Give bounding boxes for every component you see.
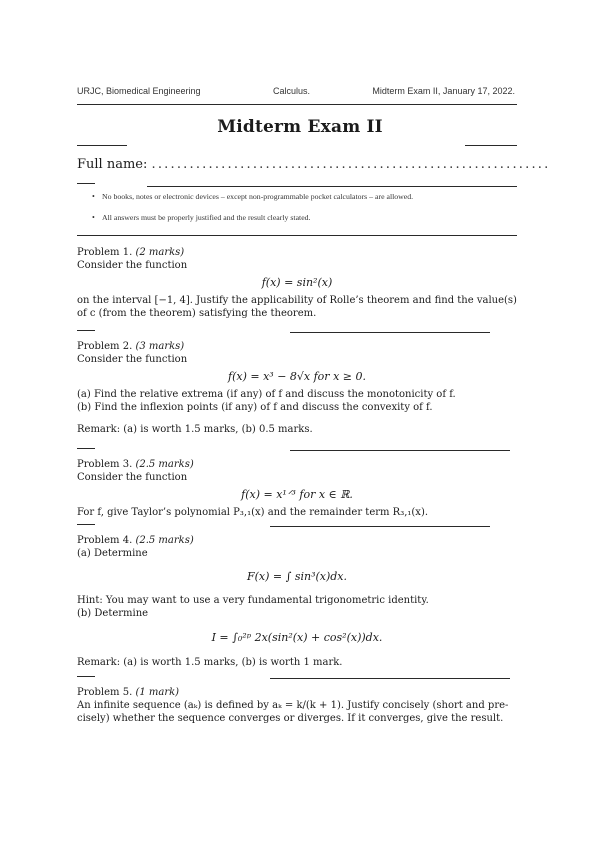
problem-formula: f(x) = x³ − 8√x for x ≥ 0. [228,370,366,383]
problem-divider [77,524,95,525]
full-name-dots: ............................................................... [151,157,551,172]
problem-remark: Remark: (a) is worth 1.5 marks, (b) is worth 1 mark. [77,657,343,668]
full-name-label: Full name: [77,157,148,172]
problem-title: Problem 4. (2.5 marks) [77,535,194,546]
problem-divider [290,332,490,333]
instruction-item: • No books, notes or electronic devices – except non-programmable pocket calculators – are allowed. [92,192,414,201]
problem-part-a: (a) Determine [77,548,148,559]
problem-title: Problem 1. (2 marks) [77,247,185,258]
problem-divider [270,678,510,679]
problem-4 [77,534,517,669]
problem-formula-a: F(x) = ∫ sin³(x)dx. [246,570,348,583]
problem-divider [77,448,95,449]
title-rule-left [77,145,127,146]
header-exam-date: Midterm Exam II, January 17, 2022. [372,86,515,96]
problem-title: Problem 3. (2.5 marks) [77,459,194,470]
full-name-field[interactable] [77,157,550,172]
instruction-item: • All answers must be properly justified and the result clearly stated. [92,213,311,222]
title-rule-right [465,145,517,146]
problem-formula-b: I = ∫₀²ᵖ 2x(sin²(x) + cos²(x))dx. [211,631,383,644]
instructions-rule [77,235,517,236]
problem-3 [77,458,517,519]
problem-intro: Consider the function [77,472,188,483]
problem-formula: f(x) = x¹ᐟ³ for x ∈ ℝ. [241,488,353,501]
problem-text-line: For f, give Taylor’s polynomial P₃,₁(x) and the remainder term R₃,₁(x). [77,507,429,518]
problem-text-line: An infinite sequence (aₖ) is defined by aₖ = k/(k + 1). Justify concisely (short and pre- [77,700,509,711]
bullet-icon: • [92,192,95,201]
notes-rule-top [147,186,517,187]
problem-text-line: on the interval [−1, 4]. Justify the applicability of Rolle’s theorem and find the value(s) [77,295,517,306]
problem-formula: f(x) = sin²(x) [261,276,333,289]
problem-5 [77,686,517,725]
problem-text-line: (b) Find the inflexion points (if any) of f and discuss the convexity of f. [77,402,433,413]
header-course: Calculus. [273,86,311,96]
problem-intro: Consider the function [77,260,188,271]
page-header [77,86,515,100]
problem-remark: Remark: (a) is worth 1.5 marks, (b) 0.5 marks. [77,424,313,435]
problem-divider [270,526,490,527]
problem-divider [77,330,95,331]
problem-intro: Consider the function [77,354,188,365]
problem-divider [77,676,95,677]
problem-hint: Hint: You may want to use a very fundamental trigonometric identity. [77,595,429,606]
exam-title: Midterm Exam II [217,117,383,137]
problem-1 [77,246,517,320]
problem-text-line: cisely) whether the sequence converges or diverges. If it converges, give the result. [77,713,504,724]
problem-title: Problem 5. (1 mark) [77,687,180,698]
problem-text-line: (a) Find the relative extrema (if any) of f and discuss the monotonicity of f. [77,389,456,400]
exam-instructions [92,192,522,234]
header-institution: URJC, Biomedical Engineering [77,86,201,96]
problem-2 [77,340,517,436]
header-rule [77,104,517,105]
problem-divider [290,450,510,451]
problem-title: Problem 2. (3 marks) [77,341,185,352]
bullet-icon: • [92,213,95,222]
notes-rule-left [77,183,95,184]
problem-text-line: of c (from the theorem) satisfying the theorem. [77,308,317,319]
problem-part-b: (b) Determine [77,608,149,619]
